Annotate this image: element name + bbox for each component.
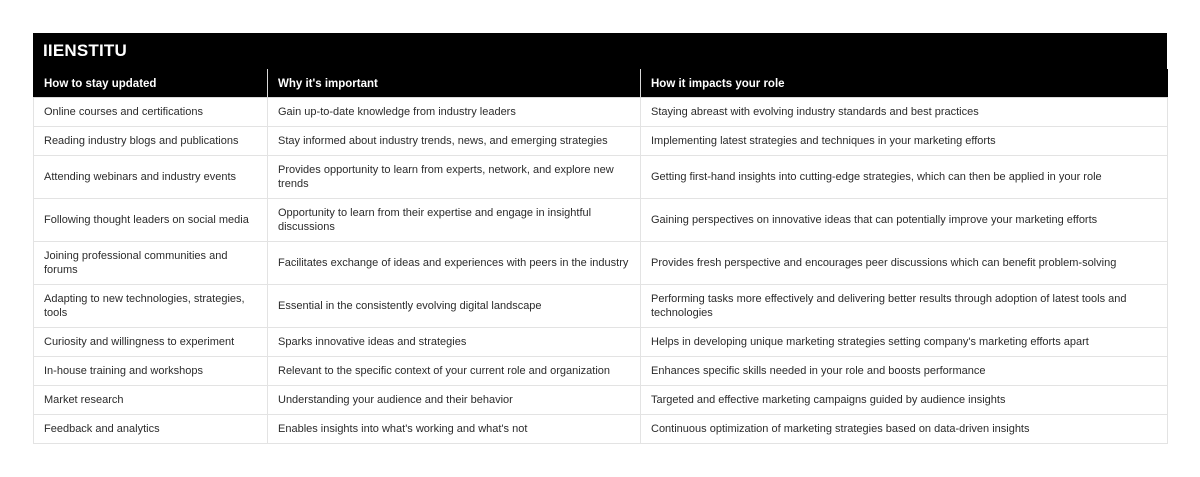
header-why-its-important: Why it's important xyxy=(268,70,641,98)
table-row xyxy=(34,357,1168,386)
table-cell-method: In-house training and workshops xyxy=(34,357,268,386)
table-cell-impact: Continuous optimization of marketing strategies based on data-driven insights xyxy=(641,415,1168,444)
table-cell-impact: Getting first-hand insights into cutting-edge strategies, which can then be applied in your role xyxy=(641,156,1168,199)
table-cell-importance: Facilitates exchange of ideas and experiences with peers in the industry xyxy=(268,242,641,285)
table-cell-importance: Understanding your audience and their behavior xyxy=(268,386,641,415)
table-cell-impact: Provides fresh perspective and encourages peer discussions which can benefit problem-solving xyxy=(641,242,1168,285)
table-body xyxy=(34,98,1168,444)
table-cell-method: Attending webinars and industry events xyxy=(34,156,268,199)
table-cell-method: Following thought leaders on social media xyxy=(34,199,268,242)
table-row xyxy=(34,98,1168,127)
table-cell-method: Market research xyxy=(34,386,268,415)
table-cell-importance: Opportunity to learn from their expertise and engage in insightful discussions xyxy=(268,199,641,242)
table-row xyxy=(34,127,1168,156)
table-cell-method: Adapting to new technologies, strategies, tools xyxy=(34,285,268,328)
table-cell-impact: Performing tasks more effectively and delivering better results through adoption of latest tools and technologies xyxy=(641,285,1168,328)
header-how-to-stay-updated: How to stay updated xyxy=(34,70,268,98)
table-row xyxy=(34,415,1168,444)
table-cell-importance: Relevant to the specific context of your current role and organization xyxy=(268,357,641,386)
table-cell-impact: Gaining perspectives on innovative ideas that can potentially improve your marketing efforts xyxy=(641,199,1168,242)
table-row xyxy=(34,328,1168,357)
table-header-row xyxy=(34,70,1168,98)
header-how-it-impacts-your-role: How it impacts your role xyxy=(641,70,1168,98)
table-cell-method: Reading industry blogs and publications xyxy=(34,127,268,156)
table-row xyxy=(34,386,1168,415)
content-table-wrapper xyxy=(33,33,1167,444)
table-row xyxy=(34,199,1168,242)
table-cell-importance: Stay informed about industry trends, news, and emerging strategies xyxy=(268,127,641,156)
table-cell-impact: Helps in developing unique marketing strategies setting company's marketing efforts apart xyxy=(641,328,1168,357)
table-cell-importance: Enables insights into what's working and what's not xyxy=(268,415,641,444)
table-cell-importance: Provides opportunity to learn from experts, network, and explore new trends xyxy=(268,156,641,199)
table-cell-importance: Gain up-to-date knowledge from industry leaders xyxy=(268,98,641,127)
table-cell-importance: Sparks innovative ideas and strategies xyxy=(268,328,641,357)
table-cell-method: Joining professional communities and forums xyxy=(34,242,268,285)
brand-header-bar xyxy=(33,33,1167,69)
table-row xyxy=(34,156,1168,199)
stay-updated-table xyxy=(33,69,1168,444)
table-cell-method: Curiosity and willingness to experiment xyxy=(34,328,268,357)
table-cell-impact: Enhances specific skills needed in your role and boosts performance xyxy=(641,357,1168,386)
table-cell-method: Feedback and analytics xyxy=(34,415,268,444)
table-header xyxy=(34,70,1168,98)
table-cell-impact: Targeted and effective marketing campaigns guided by audience insights xyxy=(641,386,1168,415)
table-cell-impact: Implementing latest strategies and techniques in your marketing efforts xyxy=(641,127,1168,156)
brand-title: IIENSTITU xyxy=(43,41,127,60)
table-row xyxy=(34,285,1168,328)
table-cell-impact: Staying abreast with evolving industry standards and best practices xyxy=(641,98,1168,127)
table-cell-importance: Essential in the consistently evolving digital landscape xyxy=(268,285,641,328)
table-row xyxy=(34,242,1168,285)
table-cell-method: Online courses and certifications xyxy=(34,98,268,127)
